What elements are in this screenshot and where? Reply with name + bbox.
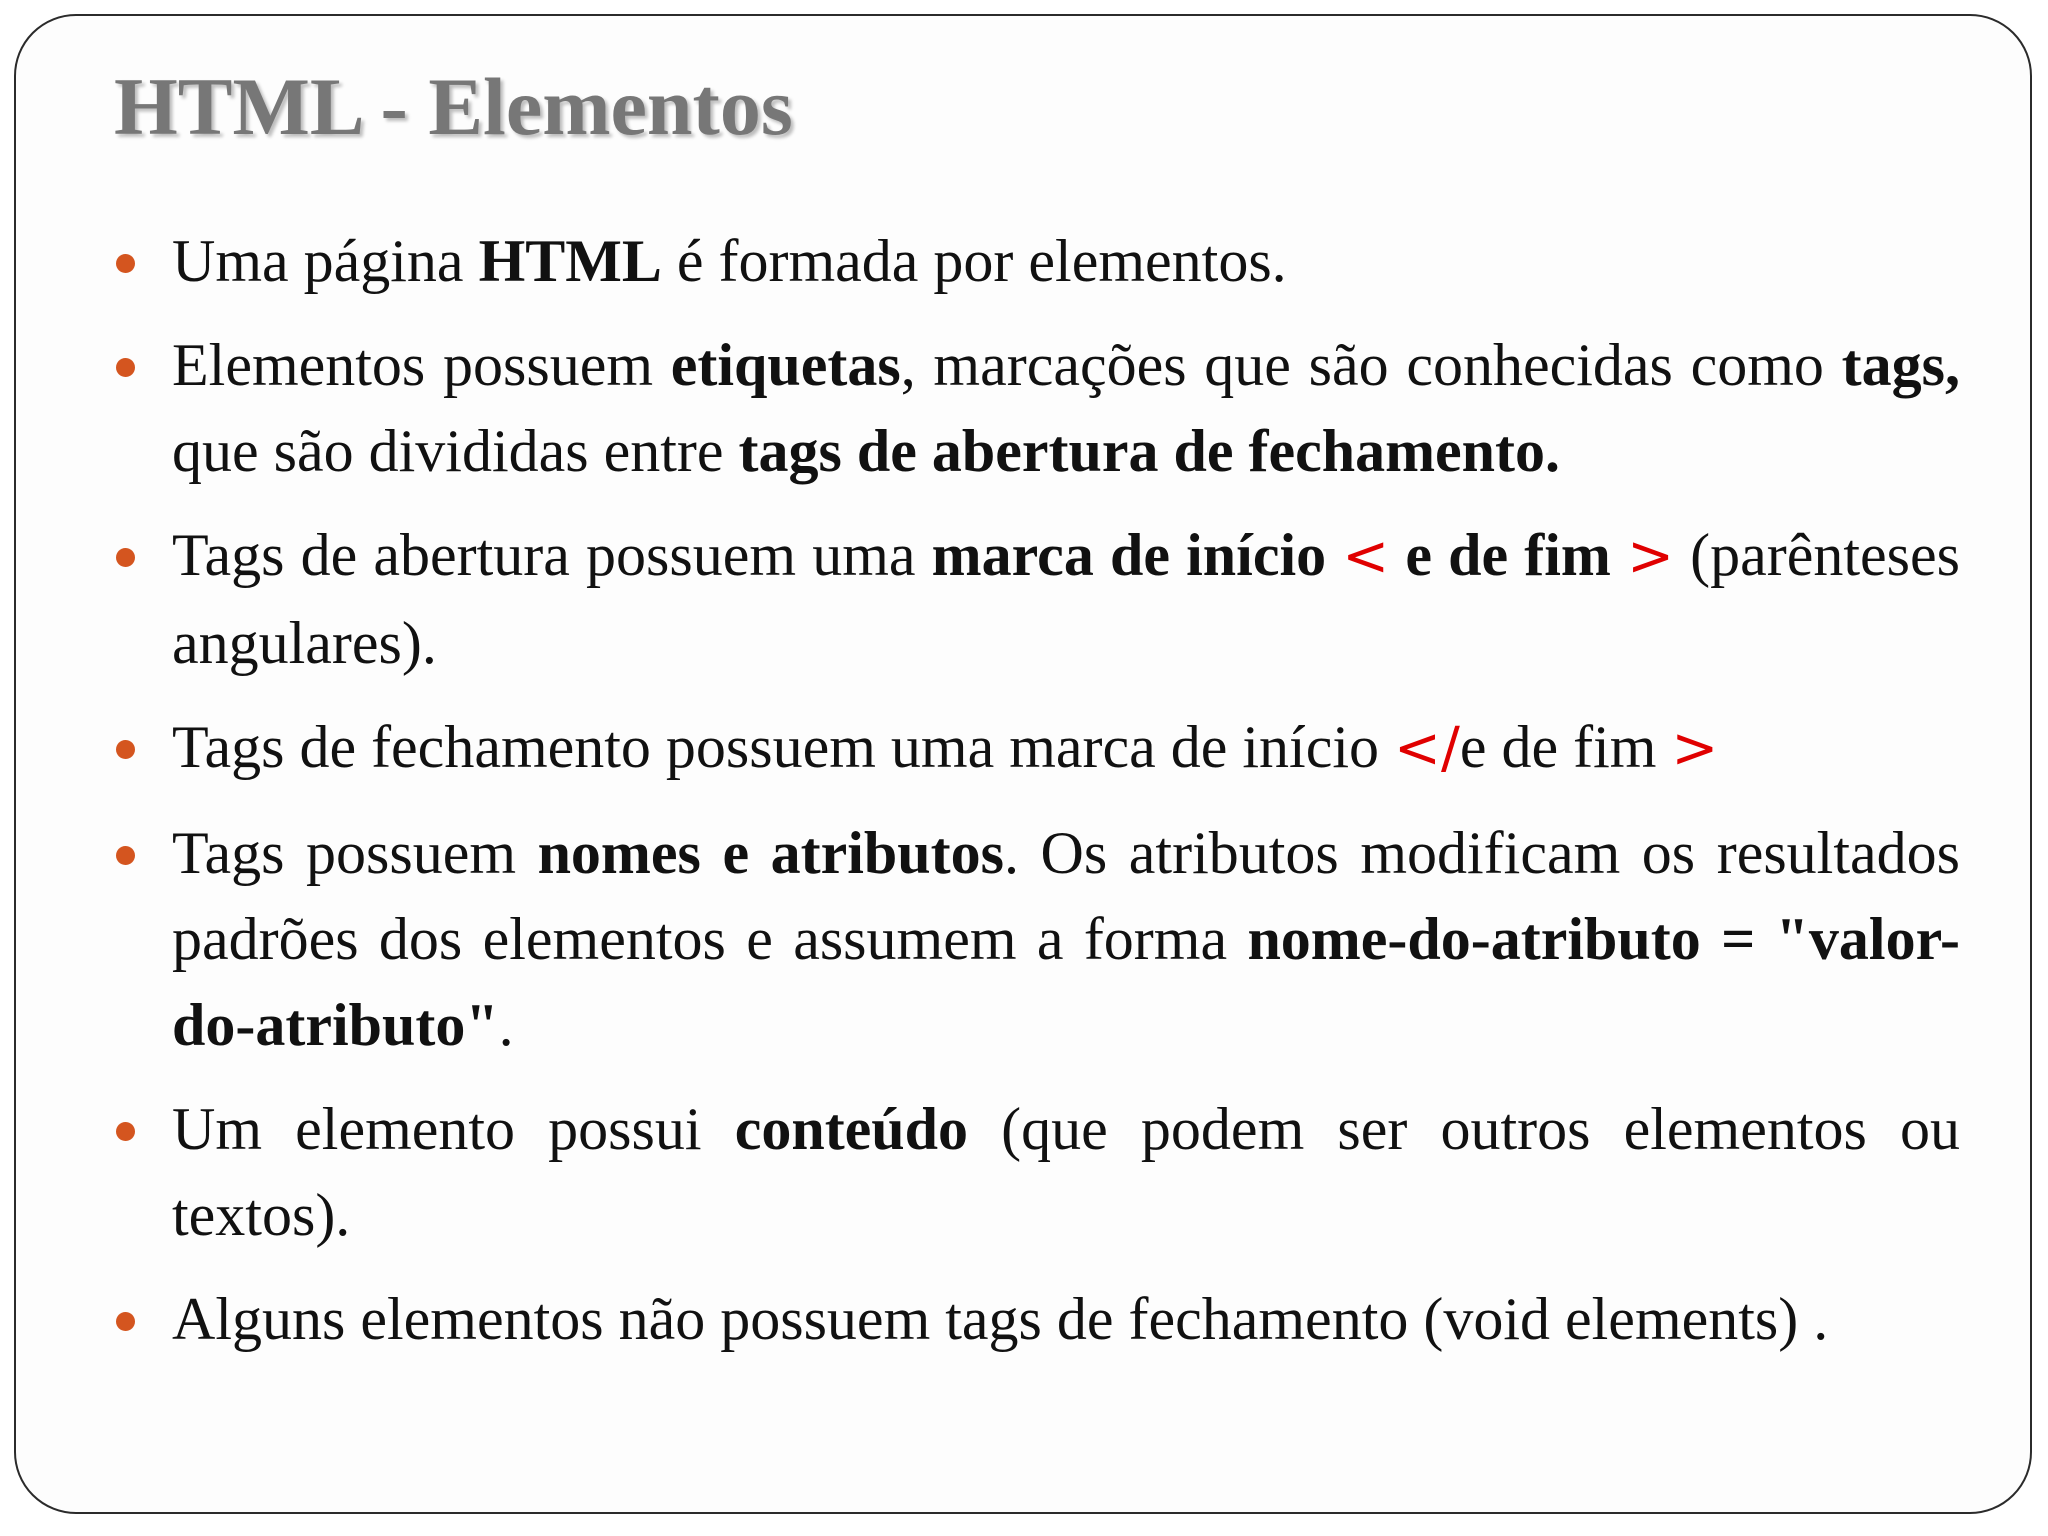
bullet-dot-icon [116, 1122, 135, 1141]
bullet-text: Alguns elementos não possuem tags de fechamento (void elements) . [172, 1286, 1829, 1352]
bullet-text: Tags possuem [172, 820, 538, 886]
bullet-text: (parênteses angulares). [172, 522, 1961, 676]
bullet-text-bold: tags de abertura de fechamento. [738, 418, 1561, 484]
bullet-text: é formada por elementos. [661, 228, 1287, 294]
list-item [114, 218, 1960, 304]
bullet-text: Tags de fechamento possuem uma marca de início [172, 714, 1395, 780]
angle-bracket-close: > [1671, 716, 1719, 781]
bullet-text: e de fim [1459, 714, 1672, 780]
list-item [114, 1276, 1960, 1362]
bullet-text-bold: e de fim [1389, 522, 1628, 588]
bullet-text: Elementos possuem [172, 332, 671, 398]
list-item [114, 1086, 1960, 1258]
angle-bracket-open: < [1342, 524, 1390, 589]
bullet-text-bold: nomes e atributos [537, 820, 1004, 886]
bullet-dot-icon [116, 358, 135, 377]
bullet-text: (que podem ser outros elementos ou textos). [172, 1096, 1960, 1248]
bullet-dot-icon [116, 548, 135, 567]
slide-title: HTML - Elementos [114, 61, 793, 152]
bullet-text-bold: conteúdo [734, 1096, 969, 1162]
bullet-text: Um elemento possui [172, 1096, 735, 1162]
bullet-text: que são divididas entre [172, 418, 739, 484]
bullet-list [114, 218, 1960, 1362]
bullet-dot-icon [116, 1312, 135, 1331]
bullet-text-bold: etiquetas [670, 332, 901, 398]
angle-bracket-close: > [1627, 524, 1674, 589]
list-item [114, 512, 1960, 686]
bullet-dot-icon [116, 254, 135, 273]
bullet-text: Tags de abertura possuem uma [172, 522, 932, 588]
bullet-text: . [498, 992, 514, 1058]
bullet-text-bold: HTML [478, 228, 662, 294]
bullet-text: Uma página [172, 228, 479, 294]
closing-tag-marker: </ [1394, 716, 1460, 781]
bullet-text-bold: marca de início [931, 522, 1343, 588]
bullet-dot-icon [116, 846, 135, 865]
bullet-text: , marcações que são conhecidas como [900, 332, 1842, 398]
list-item [114, 810, 1960, 1068]
bullet-dot-icon [116, 740, 135, 759]
list-item [114, 322, 1960, 494]
list-item [114, 704, 1960, 792]
bullet-text-bold: tags, [1841, 332, 1960, 398]
bullet-text-bold: nome-do-atributo = "valor-do-atributo" [172, 906, 1960, 1058]
bullet-text: . Os atributos modificam os resultados padrões dos elementos e assumem a forma [172, 820, 1960, 972]
